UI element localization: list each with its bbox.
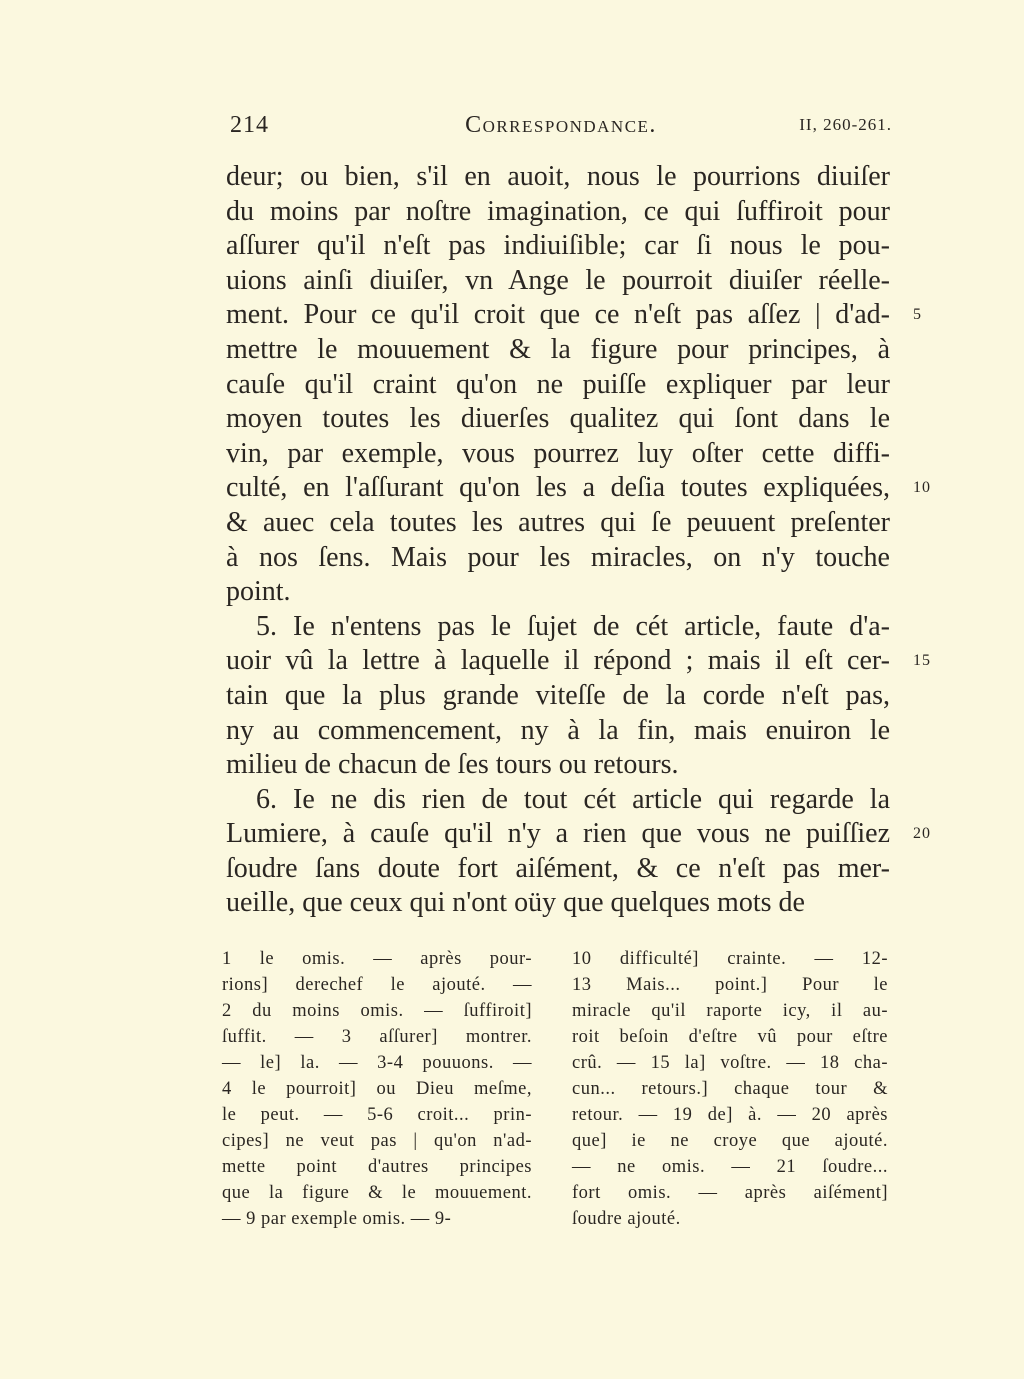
text-line-content: aſſurer qu'il n'eſt pas indiuiſible; car ſi nous le pou- xyxy=(226,230,890,262)
footnotes-right-column xyxy=(572,946,888,1232)
text-line xyxy=(226,575,890,610)
text-line-content: deur; ou bien, s'il en auoit, nous le pourrions diuiſer xyxy=(226,161,890,192)
footnote-line: crû. — 15 la] voſtre. — 18 cha- xyxy=(572,1053,888,1073)
footnote-line: 4 le pourroit] ou Dieu meſme, xyxy=(222,1079,532,1099)
text-line-content: Lumiere, à cauſe qu'il n'y a rien que vous ne puiſſiez xyxy=(226,818,890,850)
text-line xyxy=(226,541,890,576)
footnote-line: le peut. — 5-6 croit... prin- xyxy=(222,1105,532,1125)
text-line-content: moyen toutes les diuerſes qualitez qui ſont dans le xyxy=(226,403,890,435)
text-line-content: 5. Ie n'entens pas le ſujet de cét article, faute d'a- xyxy=(256,610,890,642)
text-line-content: à nos ſens. Mais pour les miracles, on n'y touche xyxy=(226,541,890,573)
footnote-line: que] ie ne croye que ajouté. xyxy=(572,1131,888,1151)
text-line-content: ueille, que ceux qui n'ont oüy que quelques mots de xyxy=(226,887,805,919)
footnote-line: ſoudre ajouté. xyxy=(572,1209,681,1229)
text-line-content: uions ainſi diuiſer, vn Ange le pourroit diuiſer réelle- xyxy=(226,264,890,296)
footnote-line: rions] derechef le ajouté. — xyxy=(222,975,532,995)
text-line xyxy=(226,714,890,749)
volume-reference: II, 260-261. xyxy=(799,115,892,134)
footnote-line: mette point d'autres principes xyxy=(222,1157,532,1177)
footnote-line: roit beſoin d'eſtre vû pour eſtre xyxy=(572,1027,888,1047)
text-line xyxy=(226,264,890,299)
text-line-content: & auec cela toutes les autres qui ſe peuuent preſenter xyxy=(226,506,890,538)
text-line-content: point. xyxy=(226,576,291,608)
footnote-line: 10 difficulté] crainte. — 12- xyxy=(572,949,888,969)
text-line-content: tain que la plus grande viteſſe de la corde n'eſt pas, xyxy=(226,679,890,711)
text-line-content: uoir vû la lettre à laquelle il répond ; mais il eſt cer- xyxy=(226,645,890,677)
text-line-content: ny au commencement, ny à la fin, mais enuiron le xyxy=(226,714,890,746)
text-line xyxy=(226,229,890,264)
text-line-content: ſoudre ſans doute fort aiſément, & ce n'eſt pas mer- xyxy=(226,852,890,884)
footnote-line: — le] la. — 3-4 pouuons. — xyxy=(222,1053,532,1073)
line-number: 15 xyxy=(913,652,931,670)
text-line xyxy=(226,852,890,887)
text-line xyxy=(226,298,922,333)
text-line xyxy=(226,437,890,472)
text-line-content: 6. Ie ne dis rien de tout cét article qui regarde la xyxy=(256,783,890,815)
main-text xyxy=(226,160,931,921)
text-line xyxy=(226,333,890,368)
footnote-line: retour. — 19 de] à. — 20 après xyxy=(572,1105,888,1125)
line-number: 20 xyxy=(913,825,931,843)
line-number: 10 xyxy=(913,479,931,497)
text-line xyxy=(226,195,890,230)
text-line xyxy=(226,644,931,679)
text-line xyxy=(226,748,890,783)
text-line xyxy=(226,402,890,437)
text-line xyxy=(226,886,890,921)
text-line xyxy=(226,610,890,645)
text-line-content: milieu de chacun de ſes tours ou retours. xyxy=(226,749,679,781)
text-line-content: vin, par exemple, vous pourrez luy oſter cette diffi- xyxy=(226,437,890,469)
footnote-line: — ne omis. — 21 ſoudre... xyxy=(572,1157,888,1177)
page-title: Correspondance. xyxy=(465,112,657,138)
running-head xyxy=(230,112,892,144)
text-line xyxy=(226,817,931,852)
footnote-line: cun... retours.] chaque tour & xyxy=(572,1079,888,1099)
footnote-line: 1 le omis. — après pour- xyxy=(222,949,532,969)
text-line xyxy=(226,506,890,541)
footnote-line: que la figure & le mouuement. xyxy=(222,1183,532,1203)
text-line xyxy=(226,160,890,195)
text-line xyxy=(226,679,890,714)
footnotes-left-column xyxy=(222,946,532,1232)
text-line-content: du moins par noſtre imagination, ce qui ſuffiroit pour xyxy=(226,195,890,227)
footnote-line: cipes] ne veut pas | qu'on n'ad- xyxy=(222,1131,532,1151)
footnote-line: 2 du moins omis. — ſuffiroit] xyxy=(222,1001,532,1021)
text-line xyxy=(226,368,890,403)
text-line-content: culté, en l'aſſurant qu'on les a deſia toutes expliquées, xyxy=(226,472,890,504)
footnote-line: 13 Mais... point.] Pour le xyxy=(572,975,888,995)
text-line-content: mettre le mouuement & la figure pour principes, à xyxy=(226,333,890,365)
footnote-line: fort omis. — après aiſément] xyxy=(572,1183,888,1203)
text-line-content: ment. Pour ce qu'il croit que ce n'eſt pas aſſez | d'ad- xyxy=(226,299,890,331)
footnote-line: — 9 par exemple omis. — 9- xyxy=(222,1209,452,1229)
line-number: 5 xyxy=(913,306,922,324)
page-number: 214 xyxy=(230,112,269,138)
footnote-line: ſuffit. — 3 aſſurer] montrer. xyxy=(222,1027,532,1047)
footnote-line: miracle qu'il raporte icy, il au- xyxy=(572,1001,888,1021)
text-line-content: cauſe qu'il craint qu'on ne puiſſe expliquer par leur xyxy=(226,368,890,400)
text-line xyxy=(226,783,890,818)
text-line xyxy=(226,471,931,506)
